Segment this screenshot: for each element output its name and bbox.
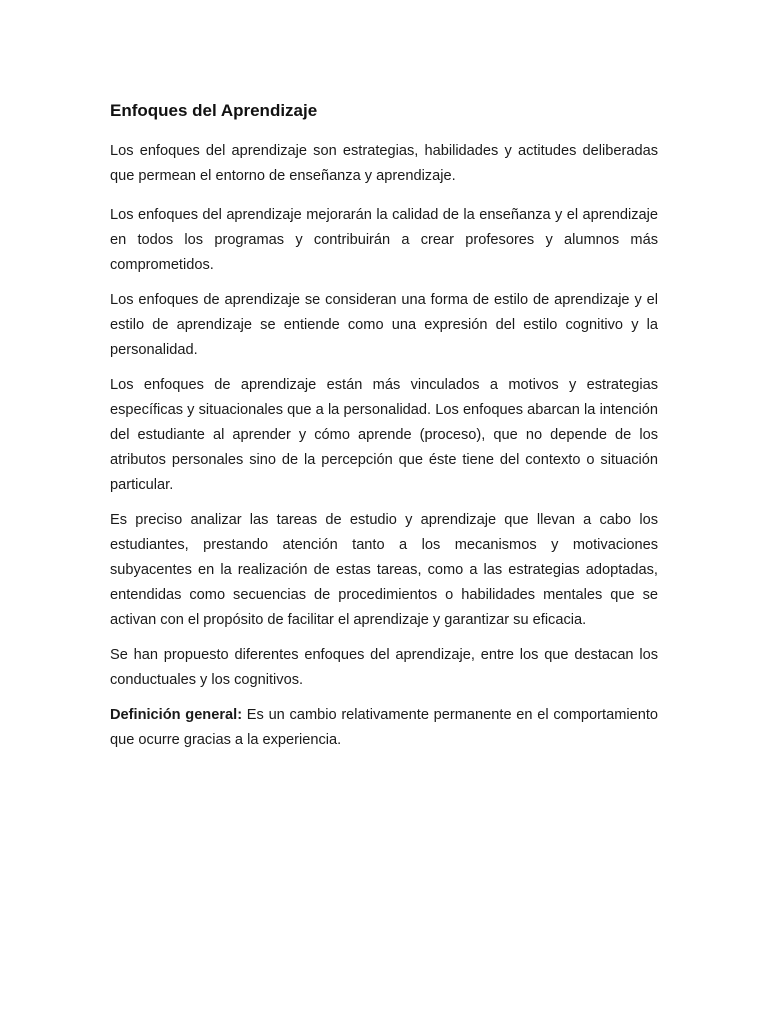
paragraph-2: Los enfoques del aprendizaje mejorarán la calidad de la enseñanza y el aprendizaje en todos los programas y contribuirán a crear profesores y alumnos más comprometidos. [110,207,658,273]
paragraph-4: Los enfoques de aprendizaje están más vinculados a motivos y estrategias específicas y situacionales que a la personalidad. Los enfoques abarcan la intención del estudiante al aprender y cómo aprende (proceso), que no depende de los atributos personales sino de la percepción que éste tiene del contexto o situación particular. [110,377,658,493]
document-body [110,98,658,763]
document-title: Enfoques del Aprendizaje [110,101,318,120]
definition-text: Es un cambio relativamente permanente en el comportamiento que ocurre gracias a la experiencia. [110,707,658,748]
paragraph-1: Los enfoques del aprendizaje son estrategias, habilidades y actitudes deliberadas que permean el entorno de enseñanza y aprendizaje. [110,143,658,184]
paragraph-3: Los enfoques de aprendizaje se consideran una forma de estilo de aprendizaje y el estilo de aprendizaje se entiende como una expresión del estilo cognitivo y la personalidad. [110,292,658,358]
definition-label: Definición general: [110,707,243,723]
paragraph-5: Es preciso analizar las tareas de estudio y aprendizaje que llevan a cabo los estudiantes, prestando atención tanto a los mecanismos y motivaciones subyacentes en la realización de estas tareas, como a las estrategias adoptadas, entendidas como secuencias de procedimientos o habilidades mentales que se activan con el propósito de facilitar el aprendizaje y garantizar su eficacia. [110,512,658,628]
definition-paragraph [110,703,658,753]
paragraph-6: Se han propuesto diferentes enfoques del aprendizaje, entre los que destacan los conductuales y los cognitivos. [110,647,658,688]
